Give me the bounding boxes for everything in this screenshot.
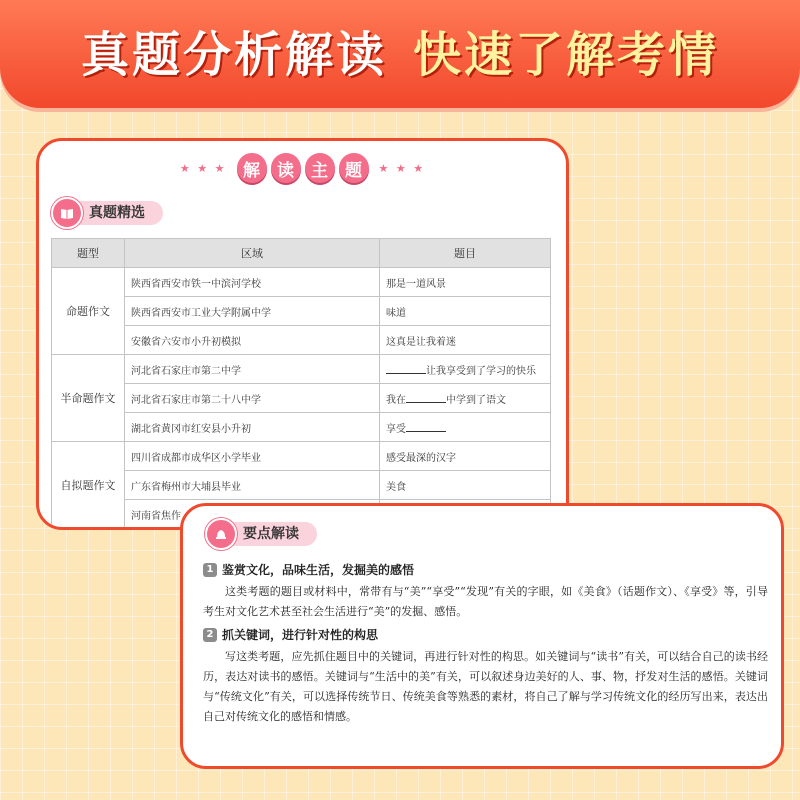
- table-header-row: [52, 239, 551, 268]
- point-title: 鉴赏文化，品味生活，发掘美的感悟: [222, 563, 415, 577]
- region-cell: 河北省石家庄市第二中学: [125, 355, 380, 384]
- region-cell: 河北省石家庄市第二十八中学: [125, 384, 380, 413]
- column-header: 题型: [52, 239, 125, 268]
- point-paragraph: 写这类考题，应先抓住题目中的关键词，再进行针对性的构思。如关键词与“读书”有关，可以结合自己的读书经历，表达对读书的感悟。关键词与“生活中的美”有关，可以叙述身边美好的人、事、物，抒发对生活的感悟。关键词与“传统文化”有关，可以选择传统节日、传统美食等熟悉的素材，将自己了解与学习传统文化的经历写出来，表达出自己对传统文化的感悟和情感。: [203, 650, 768, 723]
- section-label: 要点解读: [223, 522, 317, 546]
- stars-right: ★ ★ ★: [378, 161, 426, 175]
- book-icon: [51, 197, 83, 229]
- topic-cell: 感受最深的汉字: [380, 442, 551, 471]
- topic-cell: 这真是让我着迷: [380, 326, 551, 355]
- column-header: 区域: [125, 239, 380, 268]
- region-cell: 陕西省西安市工业大学附属中学: [125, 297, 380, 326]
- table-row: [52, 413, 551, 442]
- table-row: [52, 297, 551, 326]
- topic-text: 享受: [386, 423, 406, 435]
- topic-text: 我在: [386, 394, 406, 406]
- table-row: [52, 442, 551, 471]
- card-title-row: [39, 153, 566, 183]
- topic-cell: 那是一道风景: [380, 268, 551, 297]
- topic-card: [36, 138, 569, 530]
- table-row: [52, 471, 551, 500]
- section-tag-exam: [51, 197, 163, 229]
- region-cell: 安徽省六安市小升初模拟: [125, 326, 380, 355]
- region-cell: 广东省梅州市大埔县毕业: [125, 471, 380, 500]
- point-heading: [203, 626, 768, 643]
- title-char: 主: [305, 153, 335, 183]
- point-heading: [203, 561, 768, 578]
- banner-title-left: 真题分析解读: [80, 26, 387, 83]
- key-points-card: [180, 503, 784, 769]
- stars-left: ★ ★ ★: [179, 161, 227, 175]
- table-row: [52, 268, 551, 297]
- type-cell: 自拟题作文: [52, 442, 125, 529]
- type-cell: 命题作文: [52, 268, 125, 355]
- title-char: 解: [237, 153, 267, 183]
- region-cell: 陕西省西安市铁一中滨河学校: [125, 268, 380, 297]
- table-row: [52, 384, 551, 413]
- exam-table: [51, 238, 551, 529]
- table-row: [52, 355, 551, 384]
- region-cell: 河南省焦作: [125, 500, 380, 529]
- topic-cell: 美食: [380, 471, 551, 500]
- section-label: 真题精选: [69, 201, 163, 225]
- topic-cell: [380, 413, 551, 442]
- topic-text: 中学到了语文: [446, 394, 506, 406]
- point-number: 1: [203, 563, 217, 577]
- banner-title-right: 快速了解考情: [413, 26, 720, 83]
- topic-cell: [380, 355, 551, 384]
- blank-line: [386, 364, 426, 374]
- point-paragraph: 这类考题的题目或材料中，常带有与“美”“享受”“发现”有关的字眼，如《美食》（话题作文）、《享受》等，引导考生对文化艺术甚至社会生活进行“美”的发掘、感悟。: [203, 585, 768, 618]
- column-header: 题目: [380, 239, 551, 268]
- table-row: [52, 326, 551, 355]
- title-char: 读: [271, 153, 301, 183]
- topic-cell: [380, 384, 551, 413]
- card-title: [237, 153, 369, 183]
- title-char: 题: [339, 153, 369, 183]
- type-cell: 半命题作文: [52, 355, 125, 442]
- blank-line: [406, 422, 446, 432]
- region-cell: 湖北省黄冈市红安县小升初: [125, 413, 380, 442]
- point-number: 2: [203, 628, 217, 642]
- region-cell: 四川省成都市成华区小学毕业: [125, 442, 380, 471]
- header-banner: [0, 0, 800, 108]
- blank-line: [406, 393, 446, 403]
- section-tag-keypoints: [205, 518, 317, 550]
- bell-icon: [205, 518, 237, 550]
- key-points-content: [203, 561, 768, 731]
- topic-cell: 味道: [380, 297, 551, 326]
- topic-text: 让我享受到了学习的快乐: [426, 365, 536, 377]
- point-title: 抓关键词，进行针对性的构思: [222, 628, 379, 642]
